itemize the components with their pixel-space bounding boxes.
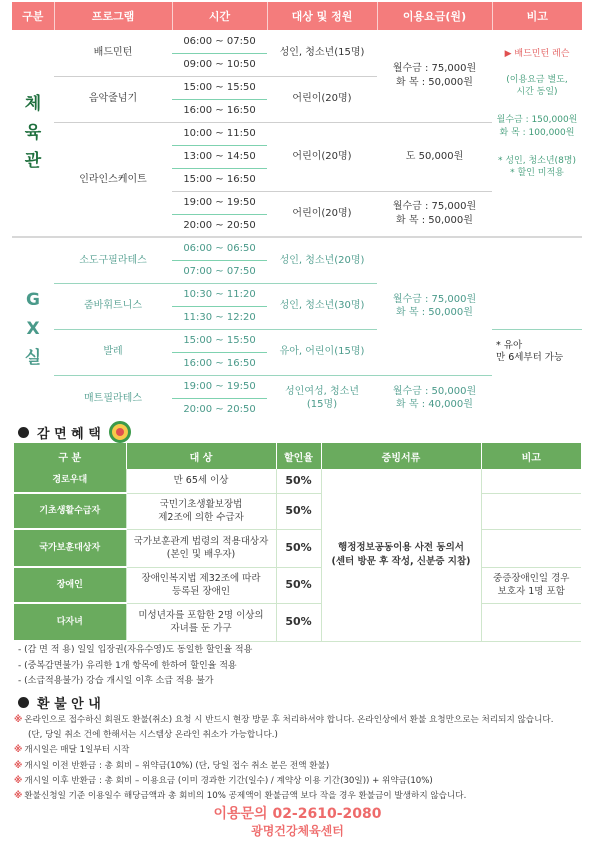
fee-gym-3 (377, 191, 492, 237)
time-slot: 10:30 ~ 11:20 (172, 283, 267, 306)
time-slot: 15:00 ~ 15:50 (172, 329, 267, 352)
note-lesson: ▶ 배드민턴 레슨 (504, 49, 570, 59)
discount-notes (18, 643, 252, 690)
refund-text: 개시일은 매달 1일부터 시작 (24, 745, 130, 756)
refund-text: 온라인으로 접수하신 회원도 환불(취소) 요청 시 반드시 현장 방문 후 처리하셔야 합니다. 온라인상에서 환불 요청만으로는 처리되지 않습니다. (24, 715, 554, 725)
asterisk-mark-icon: ※ (14, 775, 23, 786)
discount-remark-empty (481, 529, 581, 567)
discount-category: 경로우대 (14, 469, 126, 493)
program-ballet: 발레 (54, 329, 172, 375)
program-jumprope: 음악줄넘기 (54, 76, 172, 122)
section-gx-label: G X 실 (24, 290, 42, 368)
note-mwf-fee: 월수금 : 150,000원 (496, 115, 578, 126)
fee-tt: 화 목 : 40,000원 (396, 399, 473, 411)
asterisk-mark-icon: ※ (14, 760, 23, 771)
header-program: 프로그램 (54, 2, 172, 30)
discount-rate: 50% (276, 493, 321, 529)
fee-mwf: 월수금 : 75,000원 (392, 293, 477, 305)
discount-heading (18, 421, 131, 443)
fee-tt: 화 목 : 50,000원 (396, 307, 473, 319)
note-separate: (이용요금 별도, 시간 동일) (506, 75, 568, 98)
discount-title: 감 면 혜 택 (37, 426, 101, 442)
discount-note: - (감 면 적 용) 일일 입장권(자유수영)도 동일한 할인율 적용 (18, 645, 253, 655)
refund-text: (단, 당일 취소 건에 한해서는 시스템상 온라인 취소가 가능합니다.) (28, 730, 278, 741)
bullet-icon (18, 697, 29, 708)
discount-rate: 50% (276, 603, 321, 641)
time-slot: 20:00 ~ 20:50 (172, 214, 267, 237)
discount-remark-empty (481, 469, 581, 493)
note-adult-capacity: * 성인, 청소년(8명) (498, 155, 576, 166)
discount-header-document: 증빙서류 (321, 443, 481, 469)
discount-target: 만 65세 이상 (126, 469, 276, 493)
time-slot: 19:00 ~ 19:50 (172, 191, 267, 214)
header-category: 구분 (12, 2, 54, 30)
discount-target: 국민기초생활보장법 제2조에 의한 수급자 (126, 493, 276, 529)
discount-remark-empty (481, 603, 581, 641)
time-slot: 07:00 ~ 07:50 (172, 260, 267, 283)
refund-text: 환불신청일 기준 이용일수 해당금액과 총 회비의 10% 공제액이 환불금액 보다 작을 경우 환불금이 발생하지 않습니다. (24, 791, 467, 802)
refund-line (14, 743, 584, 758)
fee-mwf: 월수금 : 50,000원 (392, 385, 477, 397)
discount-rate: 50% (276, 567, 321, 603)
discount-target: 장애인복지법 제32조에 따라 등록된 장애인 (126, 567, 276, 603)
fee-gym-1 (377, 30, 492, 122)
target-pilates-tool: 성인, 청소년(20명) (267, 237, 377, 283)
fee-gx-2 (377, 375, 492, 421)
note-tt-fee: 화 목 : 100,000원 (499, 127, 575, 138)
time-slot: 20:00 ~ 20:50 (183, 404, 256, 415)
time-slot: 06:00 ~ 07:50 (172, 30, 267, 53)
asterisk-mark-icon: ※ (14, 745, 23, 756)
target-skate-2: 어린이(20명) (267, 191, 377, 237)
discount-remark-empty (481, 493, 581, 529)
fee-tt: 화 목 : 50,000원 (396, 214, 473, 226)
refund-line (14, 774, 584, 789)
fee-gym-2: 도 50,000원 (377, 122, 492, 191)
table-row (14, 567, 581, 603)
target-skate-1: 어린이(20명) (267, 122, 377, 191)
table-row (14, 603, 581, 641)
target-mat-pilates: 성인여성, 청소년 (15명) (285, 385, 359, 411)
discount-category: 다자녀 (14, 603, 126, 641)
discount-remark: 중증장애인일 경우 보호자 1명 포함 (481, 567, 581, 603)
time-slot: 15:00 ~ 15:50 (172, 76, 267, 99)
time-slot: 13:00 ~ 14:50 (172, 145, 267, 168)
remark-gym (492, 30, 582, 237)
wreath-icon (109, 421, 131, 443)
contact-phone: 이용문의 02-2610-2080 (213, 806, 382, 822)
header-time: 시간 (172, 2, 267, 30)
time-slot: 16:00 ~ 16:50 (172, 352, 267, 375)
asterisk-mark-icon: ※ (14, 715, 23, 725)
discount-note: - (중복감면불가) 유리한 1개 항목에 한하여 할인율 적용 (18, 660, 237, 671)
asterisk-mark-icon: ※ (14, 791, 23, 802)
program-pilates-tool: 소도구필라테스 (54, 237, 172, 283)
discount-rate: 50% (276, 529, 321, 567)
discount-header-remark: 비고 (481, 443, 581, 469)
table-row (14, 469, 581, 493)
program-badminton: 배드민턴 (54, 30, 172, 76)
target-zumba: 성인, 청소년(30명) (267, 283, 377, 329)
discount-header-row (14, 443, 581, 469)
discount-category: 국가보훈대상자 (14, 529, 126, 567)
discount-header-target: 대 상 (126, 443, 276, 469)
header-fee: 이용요금(원) (377, 2, 492, 30)
refund-text: 개시일 이후 반환금 : 총 회비 – 이용요금 (이미 경과한 기간(일수) / 계약상 이용 기간(30일)) + 위약금(10%) (24, 775, 433, 786)
target-ballet: 유아, 어린이(15명) (267, 329, 377, 375)
refund-line (14, 713, 584, 728)
fee-gx-1 (377, 237, 492, 375)
program-mat-pilates: 매트필라테스 (84, 392, 142, 404)
discount-document: 행정정보공동이용 사전 동의서 (센터 방문 후 작성, 신분증 지참) (321, 469, 481, 641)
remark-gx (492, 329, 582, 421)
discount-header-category: 구 분 (14, 443, 126, 469)
program-zumba: 줌바휘트니스 (54, 283, 172, 329)
discount-category: 기초생활수급자 (14, 493, 126, 529)
time-slot: 06:00 ~ 06:50 (172, 237, 267, 260)
note-no-discount: * 할인 미적용 (510, 167, 564, 178)
section-gym-label: 체 육 관 (12, 30, 54, 237)
note-infant: * 유아 (496, 339, 523, 351)
discount-header-rate: 할인율 (276, 443, 321, 469)
header-remark: 비고 (492, 2, 582, 30)
table-row (14, 493, 581, 529)
table-row (14, 529, 581, 567)
discount-rate: 50% (276, 469, 321, 493)
discount-table (14, 443, 581, 642)
target-badminton: 성인, 청소년(15명) (267, 30, 377, 76)
center-name: 광명건강체육센터 (251, 824, 344, 838)
time-slot: 11:30 ~ 12:20 (172, 306, 267, 329)
refund-line (14, 728, 584, 743)
schedule-header-row (12, 2, 582, 30)
refund-heading (18, 693, 101, 712)
time-slot: 09:00 ~ 10:50 (172, 53, 267, 76)
refund-line (14, 759, 584, 774)
time-slot: 19:00 ~ 19:50 (172, 375, 267, 398)
target-jumprope: 어린이(20명) (267, 76, 377, 122)
fee-mwf: 월수금 : 75,000원 (392, 63, 477, 75)
fee-tt: 화 목 : 50,000원 (396, 76, 473, 88)
discount-target: 미성년자를 포함한 2명 이상의 자녀를 둔 가구 (126, 603, 276, 641)
refund-title: 환 불 안 내 (37, 697, 101, 712)
refund-text: 개시일 이전 반환금 : 총 회비 – 위약금(10%) (단, 당일 접수 취소 분은 전액 환불) (24, 760, 330, 771)
refund-line (14, 789, 584, 804)
refund-list (14, 713, 584, 804)
discount-note: - (소급적용불가) 강습 개시일 이후 소급 적용 불가 (18, 676, 214, 686)
fee-mwf: 월수금 : 75,000원 (392, 201, 477, 213)
header-target: 대상 및 정원 (267, 2, 377, 30)
time-slot: 15:00 ~ 16:50 (172, 168, 267, 191)
time-slot: 10:00 ~ 11:50 (172, 122, 267, 145)
remark-gx-empty (492, 237, 582, 329)
program-skate: 인라인스케이트 (54, 122, 172, 237)
discount-category: 장애인 (14, 567, 126, 603)
time-slot: 16:00 ~ 16:50 (172, 99, 267, 122)
schedule-table (12, 2, 582, 421)
note-age: 만 6세부터 가능 (496, 352, 564, 364)
bullet-icon (18, 427, 29, 438)
discount-target: 국가보훈관계 법령의 적용대상자 (본인 및 배우자) (126, 529, 276, 567)
